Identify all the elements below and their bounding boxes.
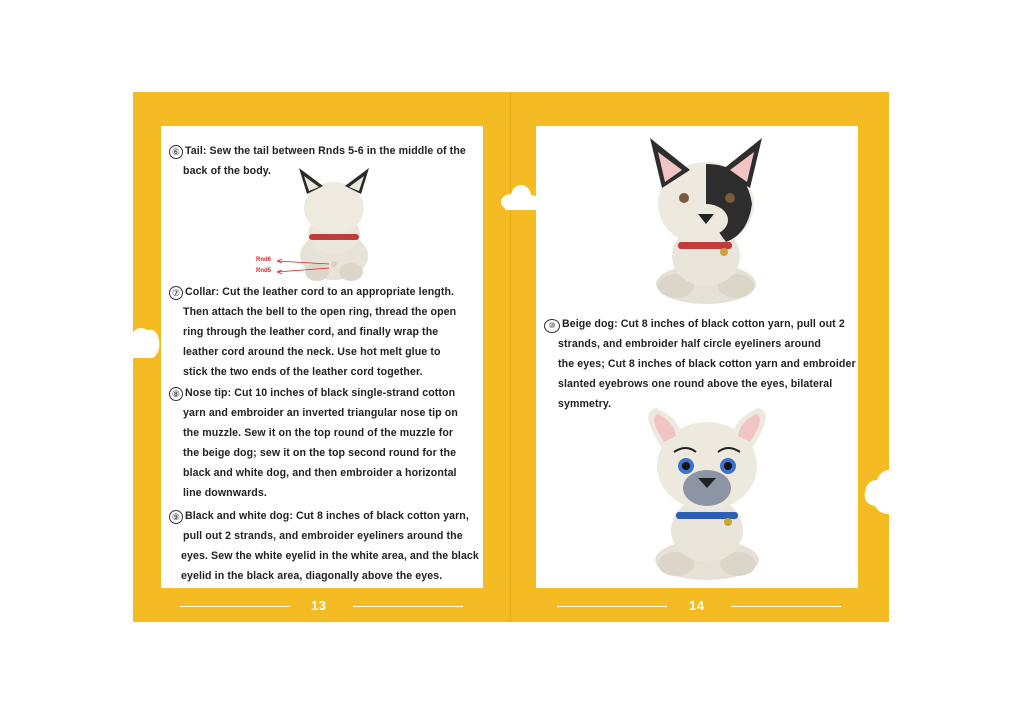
page-number-left: 13 (311, 598, 327, 613)
page-gutter (510, 92, 511, 622)
step-10-line-4: slanted eyebrows one round above the eyes, bilateral (558, 378, 833, 390)
step-10-line-1: ⑩ Beige dog: Cut 8 inches of black cotton yarn, pull out 2 (544, 314, 850, 334)
book-spread (133, 92, 889, 622)
cloud-decoration-middle (501, 184, 539, 210)
step-7-line-2: Then attach the bell to the open ring, thread the open (183, 306, 457, 318)
right-page-panel (536, 126, 858, 588)
step-9 (169, 506, 479, 586)
step-10-line-5: symmetry. (558, 398, 612, 410)
step-7-line-3: ring through the leather cord, and finally wrap the (183, 326, 439, 338)
step-7-line-4: leather cord around the neck. Use hot melt glue to (183, 346, 441, 358)
step-9-line-1: ⑨ Black and white dog: Cut 8 inches of black cotton yarn, (169, 506, 475, 526)
left-page-panel (161, 126, 483, 588)
step-10-line-2: strands, and embroider half circle eyeliners around (558, 338, 821, 350)
step-10 (544, 314, 856, 414)
step-8-line-2: yarn and embroider an inverted triangular nose tip on (183, 407, 458, 419)
step-7-line-5: stick the two ends of the leather cord together. (183, 366, 423, 378)
page-number-right: 14 (689, 598, 705, 613)
step-number: ⑧ (169, 387, 183, 401)
step-8-line-1: ⑧ Nose tip: Cut 10 inches of black single-strand cotton (169, 383, 475, 403)
footer-rule-right-1 (557, 606, 667, 607)
step-8 (169, 383, 475, 503)
step-7 (169, 282, 475, 382)
step-8-line-4: the beige dog; sew it on the top second round for the (183, 447, 457, 459)
rnd-arrows (273, 256, 333, 278)
step-6-line-1: ⑥ Tail: Sew the tail between Rnds 5-6 in the middle of the (169, 141, 475, 161)
footer-rule-right-2 (731, 606, 841, 607)
footer-rule-left-2 (353, 606, 463, 607)
step-6-line-2: back of the body. (183, 165, 272, 177)
step-9-line-3: eyes. Sew the white eyelid in the white area, and the black (181, 550, 479, 562)
step-9-line-4: eyelid in the black area, diagonally above the eyes. (181, 570, 443, 582)
step-number: ⑩ (544, 319, 560, 333)
step-number: ⑦ (169, 286, 183, 300)
black-white-dog-photo (636, 134, 776, 306)
step-10-line-3: the eyes; Cut 8 inches of black cotton yarn and embroider (558, 358, 856, 370)
step-number: ⑨ (169, 510, 183, 524)
rnd6-label: Rnd6 (256, 257, 271, 263)
step-number: ⑥ (169, 145, 183, 159)
cloud-decoration-left (131, 322, 161, 358)
step-7-line-1: ⑦ Collar: Cut the leather cord to an appropriate length. (169, 282, 475, 302)
footer-rule-left-1 (180, 606, 290, 607)
beige-dog-photo (632, 404, 782, 582)
step-9-line-2: pull out 2 strands, and embroider eyeliners around the (183, 530, 463, 542)
step-8-line-6: line downwards. (183, 487, 267, 499)
step-8-line-3: the muzzle. Sew it on the top round of the muzzle for (183, 427, 454, 439)
step-8-line-5: black and white dog, and then embroider a horizontal (183, 467, 457, 479)
rnd5-label: Rnd5 (256, 268, 271, 274)
cloud-decoration-right (859, 470, 889, 514)
